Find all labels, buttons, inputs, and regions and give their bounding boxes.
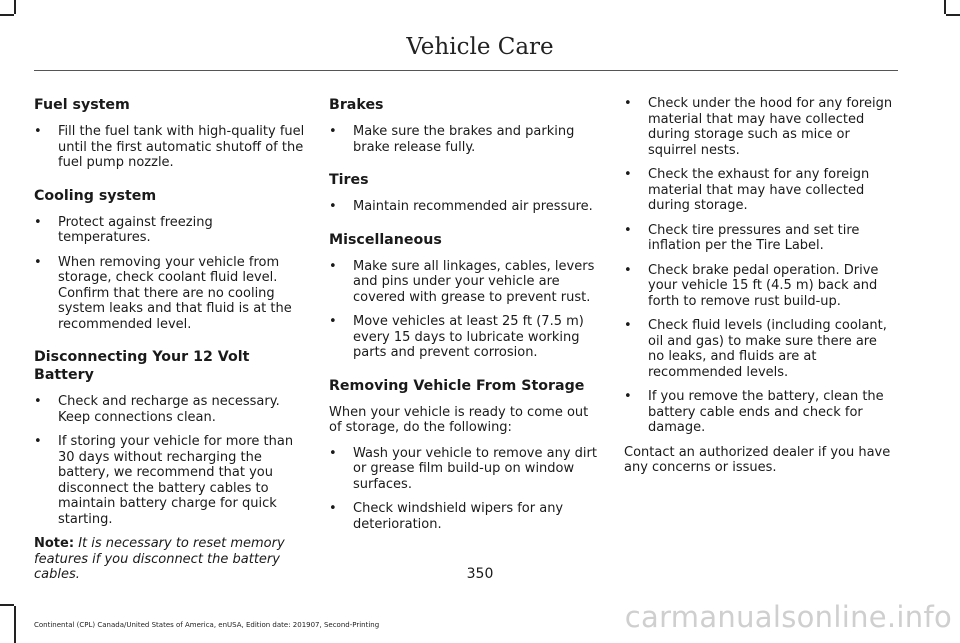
list-item: • Check the exhaust for any foreign material that may have collected during storage. (624, 167, 896, 214)
section-heading-removing: Removing Vehicle From Storage (329, 377, 585, 394)
list-item: • If storing your vehicle for more than 30 days without recharging the battery, we recommend that you disconnect the battery cables to maintain battery charge for quick starting. (34, 434, 306, 527)
list-item: • Protect against freezing temperatures. (34, 215, 306, 246)
crop-mark-top-right-h (946, 14, 960, 16)
list-item: • Wash your vehicle to remove any dirt or grease film build-up on window surfaces. (329, 446, 601, 493)
tires-list (329, 199, 601, 215)
list-item: • Check under the hood for any foreign material that may have collected during storage such as mice or squirrel nests. (624, 96, 896, 158)
fuel-list (34, 124, 306, 171)
storage-check-list (624, 96, 896, 436)
crop-mark-top-right-v (944, 0, 946, 14)
footer-edition-text: Continental (CPL) Canada/United States of America, enUSA, Edition date: 201907, Second-Printing (34, 621, 380, 629)
section-heading-brakes: Brakes (329, 97, 384, 113)
section-heading-fuel: Fuel system (34, 97, 130, 113)
list-item: • Move vehicles at least 25 ft (7.5 m) every 15 days to lubricate working parts and prevent corrosion. (329, 314, 601, 361)
list-item: • Check and recharge as necessary. Keep connections clean. (34, 394, 306, 425)
section-heading-tires: Tires (329, 172, 369, 188)
crop-mark-top-left-v (14, 0, 16, 14)
list-item: • Fill the fuel tank with high-quality fuel until the first automatic shutoff of the fuel pump nozzle. (34, 124, 306, 171)
note-label: Note: (34, 536, 75, 551)
column-3 (624, 96, 896, 486)
brakes-list (329, 124, 601, 155)
column-2 (329, 96, 601, 541)
battery-list (34, 394, 306, 527)
section-heading-cooling: Cooling system (34, 187, 157, 204)
section-heading-misc: Miscellaneous (329, 231, 442, 248)
closing-paragraph: Contact an authorized dealer if you have any concerns or issues. (624, 444, 891, 475)
crop-mark-bottom-left-v (14, 606, 16, 643)
header-divider (34, 70, 898, 71)
list-item: • Make sure all linkages, cables, levers and pins under your vehicle are covered with grease to prevent rust. (329, 259, 601, 306)
list-item: • Maintain recommended air pressure. (329, 199, 601, 215)
list-item: • Check brake pedal operation. Drive your vehicle 15 ft (4.5 m) back and forth to remove rust build-up. (624, 263, 896, 310)
misc-list (329, 259, 601, 361)
section-heading-battery: Disconnecting Your 12 Volt Battery (34, 349, 250, 383)
page-title: Vehicle Care (406, 34, 554, 60)
note-text: It is necessary to reset memory features if you disconnect the battery cables. (34, 536, 285, 582)
removing-list (329, 446, 601, 533)
list-item: • If you remove the battery, clean the battery cable ends and check for damage. (624, 389, 896, 436)
removing-intro: When your vehicle is ready to come out of storage, do the following: (329, 404, 589, 435)
page-number: 350 (466, 566, 494, 582)
watermark: carmanualsonline.info (624, 600, 952, 634)
list-item: • When removing your vehicle from storage, check coolant fluid level. Confirm that there are no cooling system leaks and that fluid is at the recommended level. (34, 255, 306, 333)
column-1 (34, 96, 306, 593)
crop-mark-top-left-h (0, 14, 14, 16)
list-item: • Check windshield wipers for any deterioration. (329, 501, 601, 532)
list-item: • Make sure the brakes and parking brake release fully. (329, 124, 601, 155)
cooling-list (34, 215, 306, 333)
list-item: • Check tire pressures and set tire inflation per the Tire Label. (624, 223, 896, 254)
list-item: • Check fluid levels (including coolant, oil and gas) to make sure there are no leaks, and fluids are at recommended levels. (624, 318, 896, 380)
crop-mark-bottom-left-h (0, 604, 14, 606)
